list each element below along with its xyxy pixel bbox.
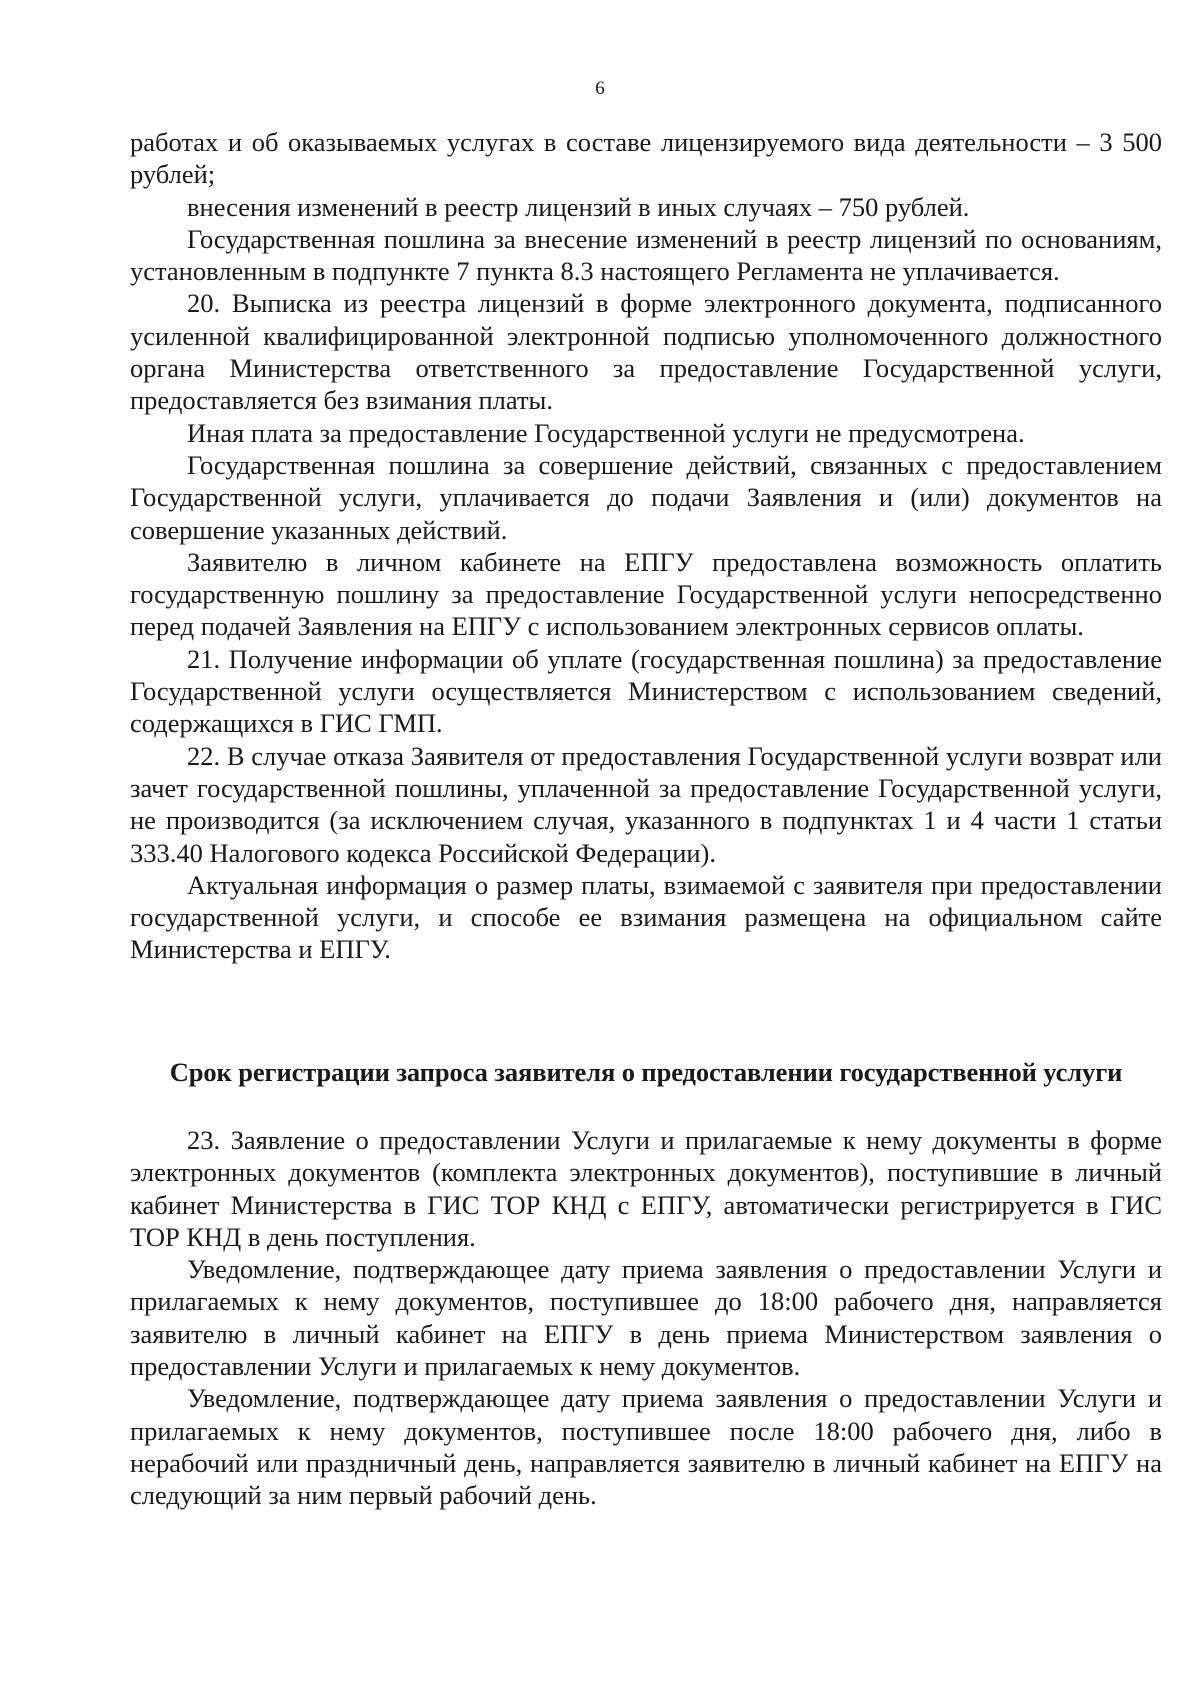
paragraph-duty-not-paid: Государственная пошлина за внесение изменений в реестр лицензий по основаниям, установленным в подпункте 7 пункта 8.3 настоящего Регламента не уплачивается.	[130, 223, 1162, 287]
paragraph-21-payment-info: 21. Получение информации об уплате (государственная пошлина) за предоставление Государственной услуги осуществляется Министерством с использованием сведений, содержащихся в ГИС ГМП.	[130, 643, 1162, 739]
paragraph-23-registration: 23. Заявление о предоставлении Услуги и прилагаемые к нему документы в форме электронных документов (комплекта электронных документов), поступившие в личный кабинет Министерства в ГИС ТОР КНД с ЕПГУ, автоматически регистрируется в ГИС ТОР КНД в день поступления.	[130, 1125, 1162, 1252]
body-text-top	[130, 126, 1162, 966]
paragraph-20-register-extract: 20. Выписка из реестра лицензий в форме электронного документа, подписанного усиленной квалифицированной электронной подписью уполномоченного должностного органа Министерства ответственного за предоставление Государственной услуги, предоставляется без взимания платы.	[130, 288, 1162, 416]
paragraph-no-other-fee: Иная плата за предоставление Государственной услуги не предусмотрена.	[187, 417, 1025, 448]
paragraph-notification-before-18: Уведомление, подтверждающее дату приема заявления о предоставлении Услуги и прилагаемых к нему документов, поступившее до 18:00 рабочего дня, направляется заявителю в личный кабинет на ЕПГУ в день приема Министерством заявления о предоставлении Услуги и прилагаемых к нему документов.	[130, 1254, 1162, 1382]
paragraph-fee-information: Актуальная информация о размер платы, взимаемой с заявителя при предоставлении государственной услуги, и способе ее взимания размещена на официальном сайте Министерства и ЕПГУ.	[130, 869, 1162, 965]
paragraph-notification-after-18: Уведомление, подтверждающее дату приема заявления о предоставлении Услуги и прилагаемых к нему документов, поступившее после 18:00 рабочего дня, либо в нерабочий или праздничный день, направляется заявителю в личный кабинет на ЕПГУ на следующий за ним первый рабочий день.	[130, 1383, 1162, 1511]
page-number: 6	[595, 78, 605, 99]
body-text-bottom	[130, 1124, 1162, 1512]
paragraph-amendments-other: внесения изменений в реестр лицензий в иных случаях – 750 рублей.	[187, 191, 970, 222]
paragraph-duty-payment-timing: Государственная пошлина за совершение действий, связанных с предоставлением Государственной услуги, уплачивается до подачи Заявления и (или) документов на совершение указанных действий.	[130, 449, 1162, 545]
section-heading: Срок регистрации запроса заявителя о предоставлении государственной услуги	[169, 1057, 1123, 1087]
paragraph-online-payment: Заявителю в личном кабинете на ЕПГУ предоставлена возможность оплатить государственную пошлину за предоставление Государственной услуги непосредственно перед подачей Заявления на ЕПГУ с использованием электронных сервисов оплаты.	[130, 546, 1162, 642]
paragraph-22-refund: 22. В случае отказа Заявителя от предоставления Государственной услуги возврат или зачет государственной пошлины, уплаченной за предоставление Государственной услуги, не производится (за исключением случая, указанного в подпунктах 1 и 4 части 1 статьи 333.40 Налогового кодекса Российской Федерации).	[130, 740, 1162, 868]
paragraph-continuation: работах и об оказываемых услугах в составе лицензируемого вида деятельности – 3 500 рублей;	[130, 127, 1162, 190]
